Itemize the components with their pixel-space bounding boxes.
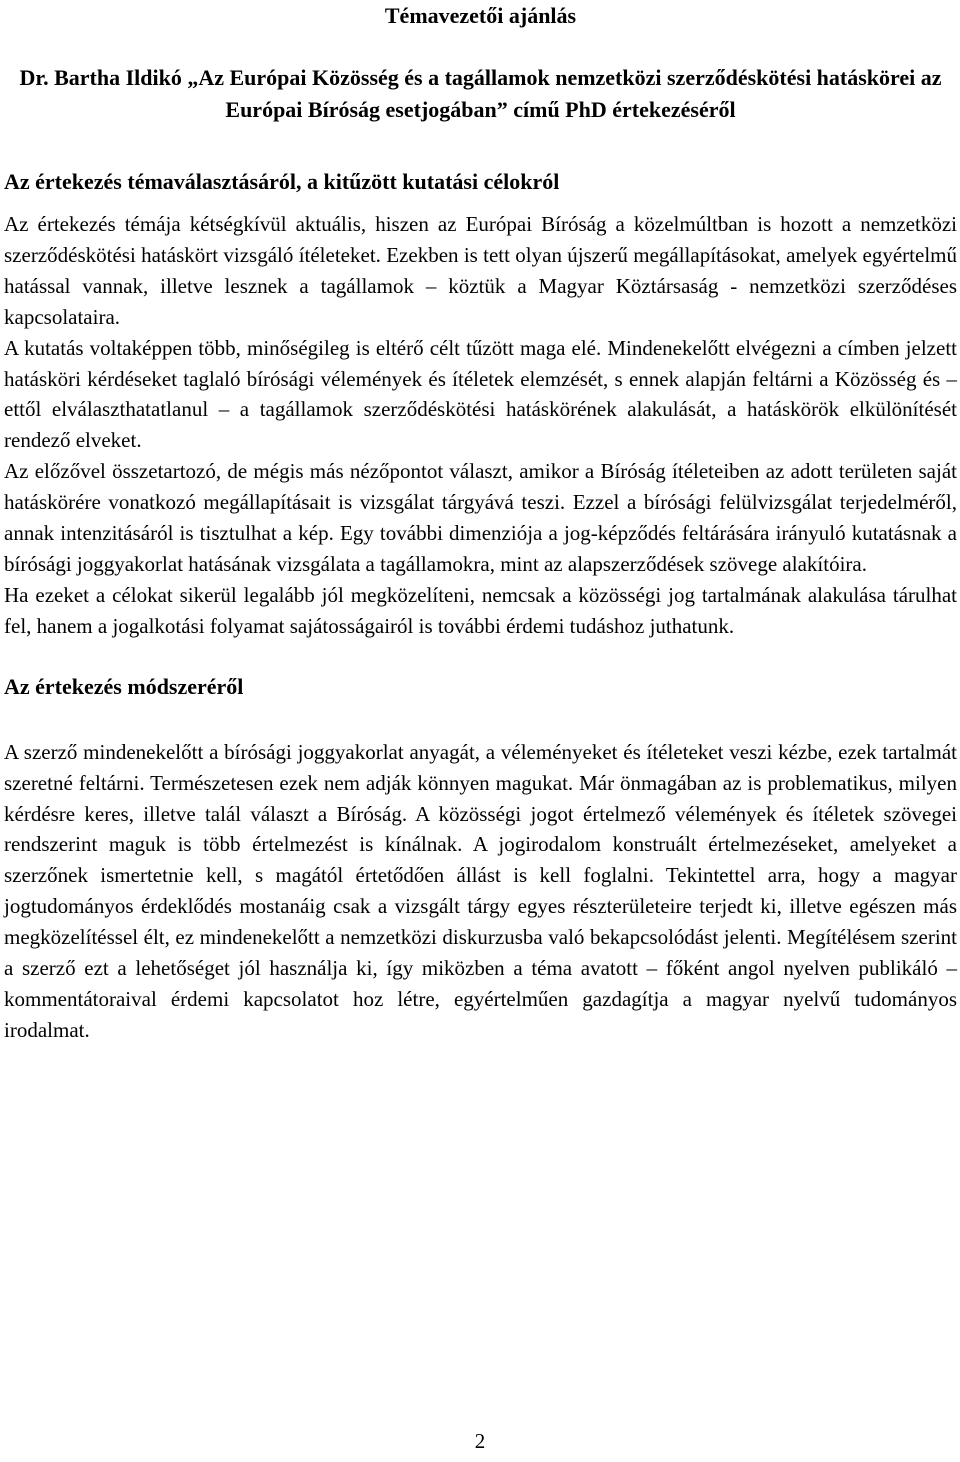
page-number: 2 (474, 1429, 486, 1453)
section-heading-method: Az értekezés módszeréről (4, 673, 244, 699)
document-subtitle: Dr. Bartha Ildikó „Az Európai Közösség és a tagállamok nemzetközi szerződéskötési hatáskörei az Európai Bíróság esetjogában” című PhD értekezéséről (19, 65, 942, 122)
document-title: Témavezetői ajánlás (384, 3, 577, 28)
paragraph: A szerző mindenekelőtt a bírósági joggyakorlat anyagát, a véleményeket és ítéleteket veszi kézbe, ezek tartalmát szeretné feltárni. Természetesen ezek nem adják könnyen magukat. Már önmagában az is problematikus, milyen kérdésre keres, illetve talál választ a Bíróság. A közösségi jogot értelmező vélemények és ítéletek szövegei rendszerint maguk is több értelmezést is kínálnak. A jogirodalom konstruált értelmezéseket, amelyeket a szerzőnek ismertetnie kell, s magától értetődően állást is kell foglalni. Tekintettel arra, hogy a magyar jogtudományos érdeklődés mostanáig csak a vizsgált tárgy egyes részterületeire terjedt ki, illetve egészen más megközelítéssel élt, ez mindenekelőtt a nemzetközi diskurzusba való bekapcsolódást jelenti. Megítélésem szerint a szerző ezt a lehetőséget jól használja ki, így miközben a téma avatott – főként angol nyelven publikáló – kommentátoraival érdemi kapcsolatot hoz létre, egyértelműen gazdagítja a magyar nyelvű tudományos irodalmat. (4, 739, 957, 1042)
section-heading-topic: Az értekezés témaválasztásáról, a kitűzött kutatási célokról (4, 169, 560, 194)
paragraph: Az előzővel összetartozó, de mégis más nézőpontot választ, amikor a Bíróság ítéleteiben az adott területen saját hatáskörére vonatkozó megállapításait is vizsgálat tárgyává teszi. Ezzel a bírósági felülvizsgálat terjedelméről, annak intenzitásáról is tisztulhat a kép. Egy további dimenziója a jog-képződés feltárására irányuló kutatásnak a bírósági joggyakorlat hatásának vizsgálata a tagállamokra, mint az alapszerződések szövege alakítóira. (4, 459, 957, 576)
paragraph: Ha ezeket a célokat sikerül legalább jól megközelíteni, nemcsak a közösségi jog tartalmának alakulása tárulhat fel, hanem a jogalkotási folyamat sajátosságairól is további érdemi tudáshoz juthatunk. (4, 582, 957, 638)
paragraph: A kutatás voltaképpen több, minőségileg is eltérő célt tűzött maga elé. Mindenekelőtt elvégezni a címben jelzett hatásköri kérdéseket taglaló bírósági vélemények és ítéletek elemzését, s ennek alapján feltárni a Közösség és – ettől elválaszthatatlanul – a tagállamok szerződéskötési hatáskörének alakulását, a hatáskörök elkülönítését rendező elveket. (4, 335, 957, 453)
paragraph: Az értekezés témája kétségkívül aktuális, hiszen az Európai Bíróság a közelmúltban is hozott a nemzetközi szerződéskötési hatáskört vizsgáló ítéleteket. Ezekben is tett olyan újszerű megállapításokat, amelyek egyértelmű hatással vannak, illetve lesznek a tagállamok – köztük a Magyar Köztársaság - nemzetközi szerződéses kapcsolataira. (4, 212, 957, 329)
